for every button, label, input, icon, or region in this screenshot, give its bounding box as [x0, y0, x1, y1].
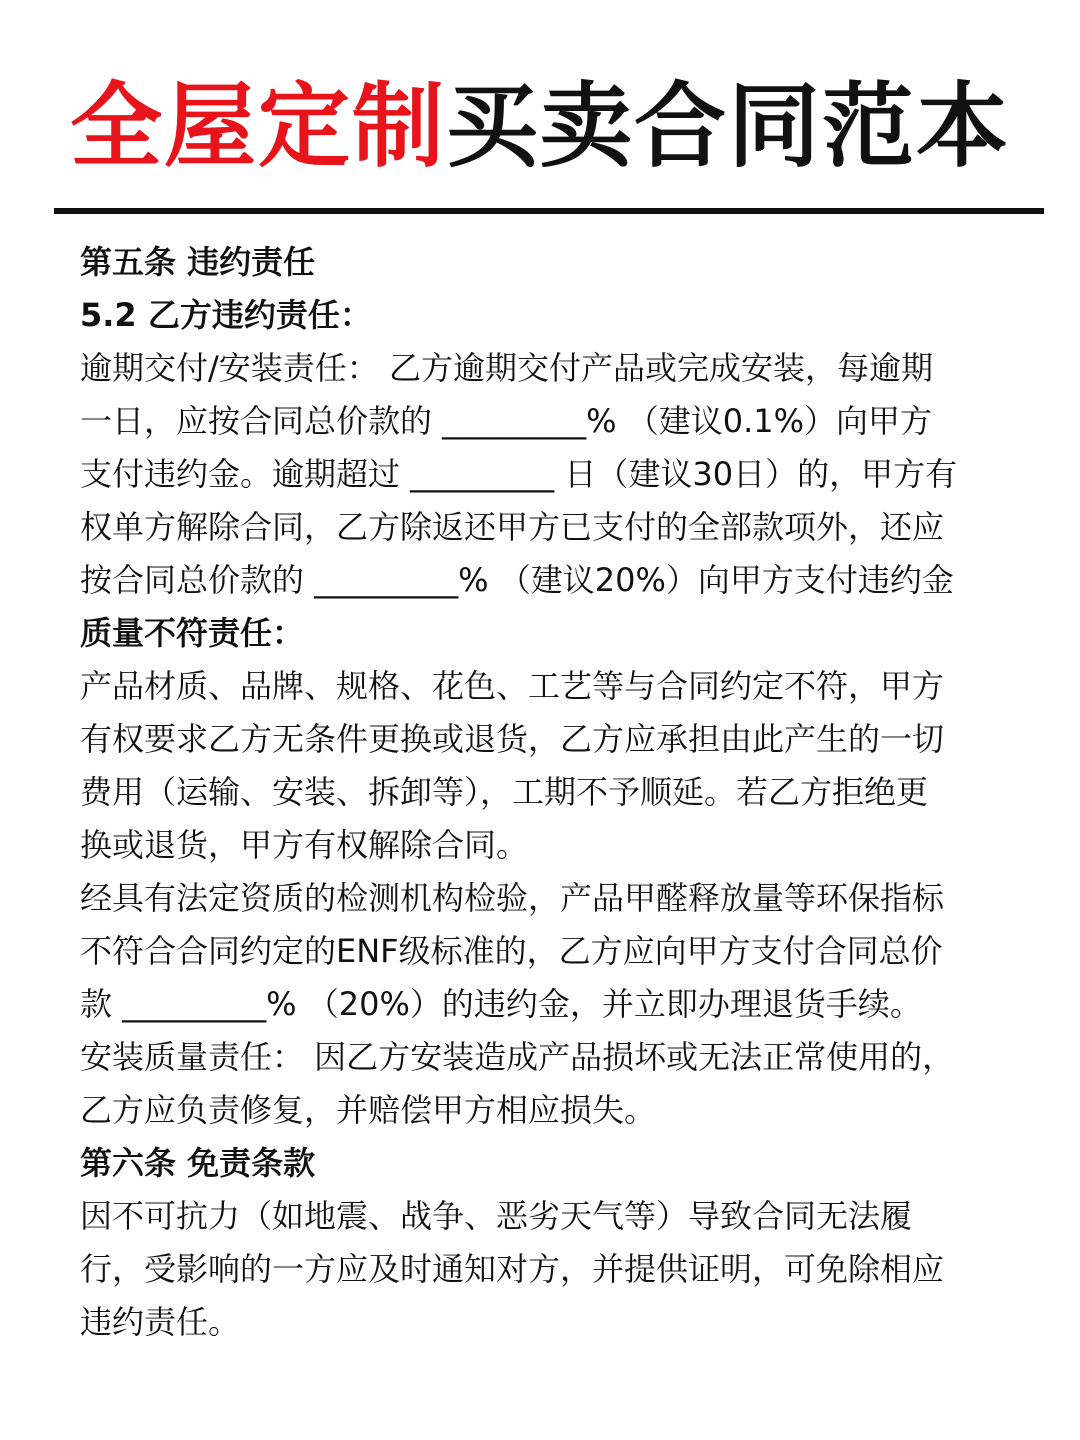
text-line: 行，受影响的一方应及时通知对方，并提供证明，可免除相应 — [80, 1250, 945, 1288]
title-divider — [54, 208, 1044, 214]
text-line: 乙方应负责修复，并赔偿甲方相应损失。 — [80, 1091, 657, 1129]
text-line: 一日，应按合同总价款的 _________% （建议0.1%）向甲方 — [80, 402, 933, 440]
text-line: 支付违约金。逾期超过 _________ 日（建议30日）的，甲方有 — [80, 455, 958, 493]
title-main: 买卖合同范本 — [446, 73, 1011, 180]
text-line: 经具有法定资质的检测机构检验，产品甲醛释放量等环保指标 — [80, 879, 945, 917]
section-heading: 质量不符责任： — [80, 614, 305, 652]
text-line: 逾期交付/安装责任： 乙方逾期交付产品或完成安装，每逾期 — [80, 349, 933, 387]
section-heading: 第六条 免责条款 — [80, 1144, 316, 1182]
text-line: 款 _________% （20%）的违约金，并立即办理退货手续。 — [80, 985, 922, 1023]
text-line: 不符合合同约定的ENF级标准的，乙方应向甲方支付合同总价 — [80, 932, 943, 970]
section-heading: 5.2 乙方违约责任： — [80, 296, 372, 334]
text-line: 权单方解除合同，乙方除返还甲方已支付的全部款项外，还应 — [80, 508, 945, 546]
text-line: 有权要求乙方无条件更换或退货，乙方应承担由此产生的一切 — [80, 720, 945, 758]
page-title — [0, 72, 1080, 182]
text-line: 因不可抗力（如地震、战争、恶劣天气等）导致合同无法履 — [80, 1197, 913, 1235]
contract-body — [80, 236, 1005, 1349]
text-line: 产品材质、品牌、规格、花色、工艺等与合同约定不符，甲方 — [80, 667, 945, 705]
text-line: 按合同总价款的 _________% （建议20%）向甲方支付违约金 — [80, 561, 954, 599]
title-highlight: 全屋定制 — [69, 73, 446, 180]
text-line: 费用（运输、安装、拆卸等），工期不予顺延。若乙方拒绝更 — [80, 773, 929, 811]
text-line: 换或退货，甲方有权解除合同。 — [80, 826, 529, 864]
section-heading: 第五条 违约责任 — [80, 243, 316, 281]
text-line: 违约责任。 — [80, 1303, 241, 1341]
text-line: 安装质量责任： 因乙方安装造成产品损坏或无法正常使用的， — [80, 1038, 955, 1076]
